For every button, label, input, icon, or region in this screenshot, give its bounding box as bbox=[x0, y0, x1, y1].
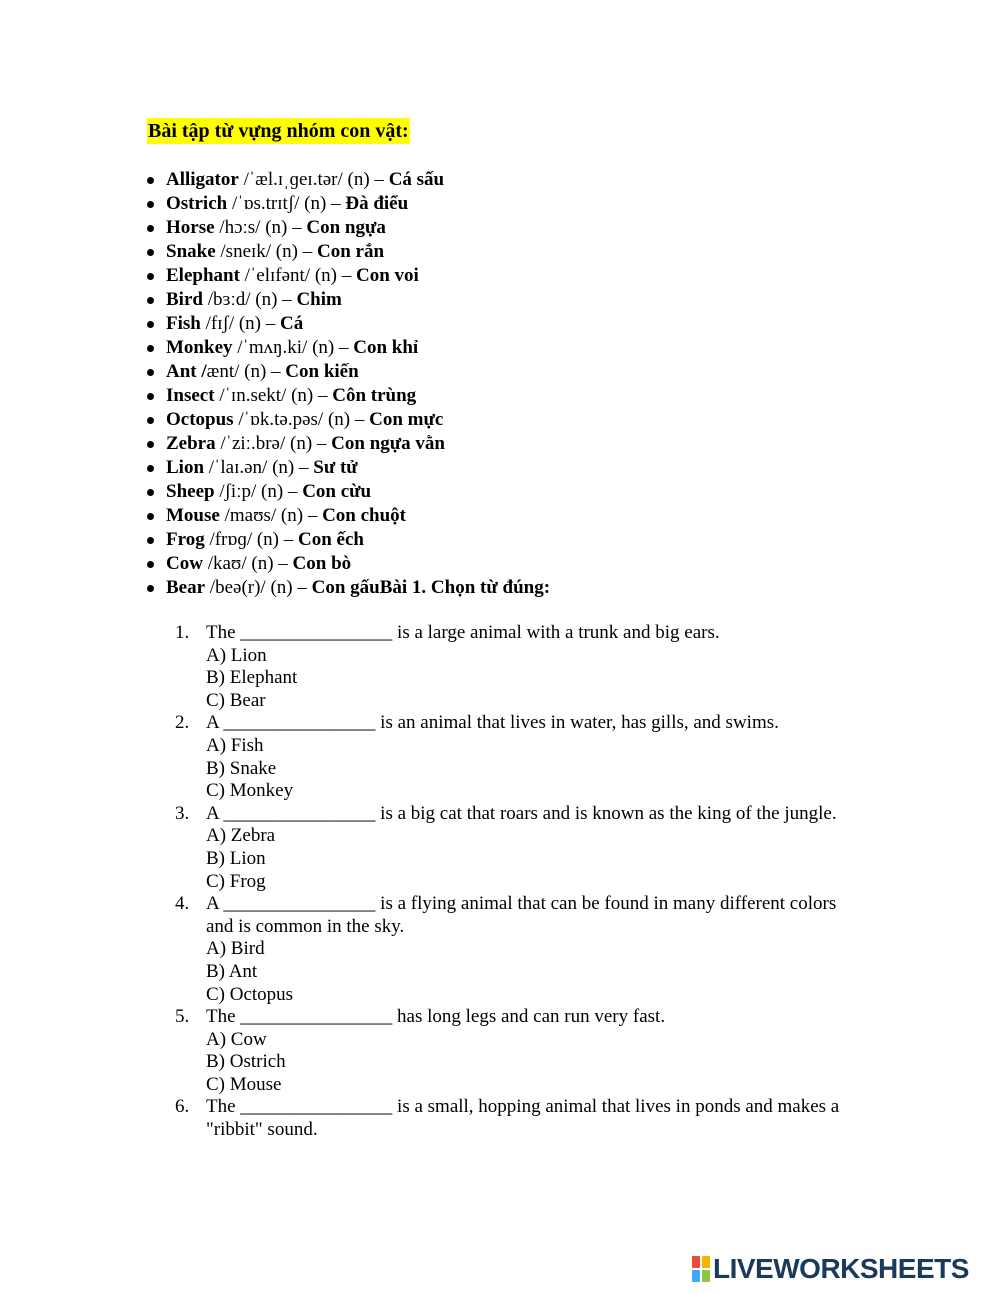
vocab-meaning: Đà điểu bbox=[345, 193, 409, 214]
vocab-item bbox=[147, 360, 550, 384]
vocab-word: Sheep bbox=[166, 481, 215, 502]
vocab-pronunciation: /sneɪk/ (n) – bbox=[215, 241, 317, 262]
question-number: 6. bbox=[175, 1096, 190, 1118]
vocab-item bbox=[147, 504, 550, 528]
answer-option[interactable]: A) Zebra bbox=[206, 825, 276, 847]
vocab-meaning: Con ngựa vằn bbox=[331, 433, 445, 454]
question-text: A ________________ is a flying animal that can be found in many different colors and is common in the sky. bbox=[206, 893, 837, 937]
vocab-pronunciation: /ˈɒs.trɪtʃ/ (n) – bbox=[227, 193, 346, 214]
vocab-word: Monkey bbox=[166, 337, 233, 358]
vocab-pronunciation: /ˈlaɪ.ən/ (n) – bbox=[204, 457, 314, 478]
vocab-meaning: Con ếch bbox=[298, 529, 364, 550]
answer-option[interactable]: C) Octopus bbox=[206, 983, 294, 1005]
vocab-meaning: Cá sấu bbox=[388, 169, 445, 190]
vocab-word: Bird bbox=[166, 289, 203, 310]
question-item bbox=[175, 712, 855, 802]
vocab-word: Zebra bbox=[166, 433, 216, 454]
vocab-pronunciation: /ˈziː.brə/ (n) – bbox=[215, 433, 332, 454]
logo-block bbox=[692, 1256, 700, 1268]
vocab-item bbox=[147, 432, 550, 456]
question-item bbox=[175, 803, 855, 893]
vocab-word: Alligator bbox=[166, 169, 239, 190]
vocab-pronunciation: /ˈæl.ɪˌɡeɪ.tər/ (n) – bbox=[238, 169, 389, 190]
vocab-item bbox=[147, 240, 550, 264]
vocab-word: Insect bbox=[166, 385, 215, 406]
question-text: The ________________ has long legs and can run very fast. bbox=[206, 1006, 666, 1028]
question-item bbox=[175, 622, 855, 712]
vocab-item bbox=[147, 168, 550, 192]
exercise-list bbox=[175, 622, 855, 1142]
vocab-item bbox=[147, 288, 550, 312]
question-item bbox=[175, 1006, 855, 1096]
answer-option[interactable]: A) Bird bbox=[206, 938, 265, 960]
liveworksheets-logo bbox=[692, 1254, 969, 1284]
vocab-word: Horse bbox=[166, 217, 215, 238]
vocab-pronunciation: /ˈelɪfənt/ (n) – bbox=[239, 265, 356, 286]
answer-option[interactable]: C) Frog bbox=[206, 870, 266, 892]
answer-option[interactable]: C) Bear bbox=[206, 689, 266, 711]
vocab-word: Snake bbox=[166, 241, 216, 262]
vocab-pronunciation: ænt/ (n) – bbox=[206, 361, 286, 382]
answer-option[interactable]: A) Cow bbox=[206, 1028, 267, 1050]
vocab-word: Elephant bbox=[166, 265, 240, 286]
vocab-pronunciation: /ˈmʌŋ.ki/ (n) – bbox=[232, 337, 354, 358]
question-number: 5. bbox=[175, 1006, 190, 1028]
vocab-word: Lion bbox=[166, 457, 205, 478]
vocab-meaning: Con ngựa bbox=[306, 217, 386, 238]
vocab-pronunciation: /ˈɒk.tə.pəs/ (n) – bbox=[233, 409, 370, 430]
logo-block bbox=[702, 1256, 710, 1268]
vocabulary-list bbox=[147, 168, 550, 600]
vocab-meaning: Con kiến bbox=[285, 361, 359, 382]
logo-block bbox=[692, 1270, 700, 1282]
vocab-meaning: Con mực bbox=[369, 409, 444, 430]
vocab-item bbox=[147, 456, 550, 480]
answer-option[interactable]: C) Monkey bbox=[206, 780, 294, 802]
answer-option[interactable]: B) Snake bbox=[206, 757, 277, 779]
answer-option[interactable]: A) Lion bbox=[206, 644, 267, 666]
answer-option[interactable]: B) Lion bbox=[206, 847, 266, 869]
answer-option[interactable]: B) Ant bbox=[206, 960, 258, 982]
vocab-meaning: Con cừu bbox=[302, 481, 372, 502]
vocab-word: Octopus bbox=[166, 409, 234, 430]
vocab-word: Bear bbox=[166, 577, 206, 598]
vocab-word: Ant / bbox=[166, 361, 207, 382]
vocab-meaning: Sư tử bbox=[313, 457, 358, 478]
question-text: The ________________ is a small, hopping animal that lives in ponds and makes a "ribbit" sound. bbox=[206, 1096, 840, 1141]
vocab-pronunciation: /ˈɪn.sekt/ (n) – bbox=[214, 385, 333, 406]
vocab-pronunciation: /beə(r)/ (n) – bbox=[205, 577, 312, 598]
vocab-item bbox=[147, 264, 550, 288]
question-item bbox=[175, 1096, 855, 1141]
vocab-pronunciation: /ʃiːp/ (n) – bbox=[214, 481, 303, 502]
page-title: Bài tập từ vựng nhóm con vật: bbox=[148, 120, 409, 142]
vocab-pronunciation: /bɜːd/ (n) – bbox=[202, 289, 297, 310]
question-number: 3. bbox=[175, 802, 190, 824]
vocab-word: Fish bbox=[166, 313, 201, 334]
question-text: A ________________ is an animal that lives in water, has gills, and swims. bbox=[206, 712, 779, 734]
question-number: 4. bbox=[175, 893, 190, 915]
vocab-pronunciation: /kaʊ/ (n) – bbox=[202, 553, 293, 574]
vocab-pronunciation: /fɪʃ/ (n) – bbox=[200, 313, 281, 334]
vocab-item bbox=[147, 312, 550, 336]
answer-option[interactable]: C) Mouse bbox=[206, 1073, 282, 1095]
vocab-word: Cow bbox=[166, 553, 203, 574]
vocab-meaning: Con bò bbox=[292, 553, 352, 574]
question-text: The ________________ is a large animal with a trunk and big ears. bbox=[206, 622, 720, 643]
vocab-meaning: Con chuột bbox=[322, 505, 407, 526]
vocab-meaning: Con gấuBài 1. Chọn từ đúng: bbox=[311, 577, 551, 598]
vocab-meaning: Côn trùng bbox=[332, 385, 417, 406]
question-number: 2. bbox=[175, 712, 190, 734]
answer-option[interactable]: B) Ostrich bbox=[206, 1051, 286, 1073]
vocab-word: Frog bbox=[166, 529, 205, 550]
vocab-pronunciation: /hɔːs/ (n) – bbox=[214, 217, 307, 238]
vocab-item bbox=[147, 480, 550, 504]
vocab-meaning: Con rắn bbox=[316, 241, 385, 262]
logo-text: LIVEWORKSHEETS bbox=[713, 1253, 969, 1284]
vocab-meaning: Chim bbox=[296, 289, 342, 310]
vocab-item bbox=[147, 216, 550, 240]
vocab-item bbox=[147, 576, 550, 600]
vocab-meaning: Con khỉ bbox=[353, 337, 419, 358]
vocab-word: Mouse bbox=[166, 505, 220, 526]
logo-blocks-icon bbox=[692, 1256, 710, 1282]
answer-option[interactable]: B) Elephant bbox=[206, 667, 298, 689]
vocab-meaning: Cá bbox=[280, 313, 304, 334]
vocab-item bbox=[147, 528, 550, 552]
vocab-pronunciation: /maʊs/ (n) – bbox=[219, 505, 323, 526]
vocab-item bbox=[147, 552, 550, 576]
vocab-item bbox=[147, 192, 550, 216]
question-text: A ________________ is a big cat that roars and is known as the king of the jungle. bbox=[206, 802, 837, 824]
question-item bbox=[175, 893, 855, 1006]
vocab-item bbox=[147, 408, 550, 432]
answer-option[interactable]: A) Fish bbox=[206, 734, 264, 756]
vocab-word: Ostrich bbox=[166, 193, 228, 214]
logo-block bbox=[702, 1270, 710, 1282]
vocab-meaning: Con voi bbox=[356, 265, 419, 286]
vocab-item bbox=[147, 384, 550, 408]
vocab-item bbox=[147, 336, 550, 360]
question-number: 1. bbox=[175, 622, 190, 643]
vocab-pronunciation: /frɒɡ/ (n) – bbox=[204, 529, 299, 550]
